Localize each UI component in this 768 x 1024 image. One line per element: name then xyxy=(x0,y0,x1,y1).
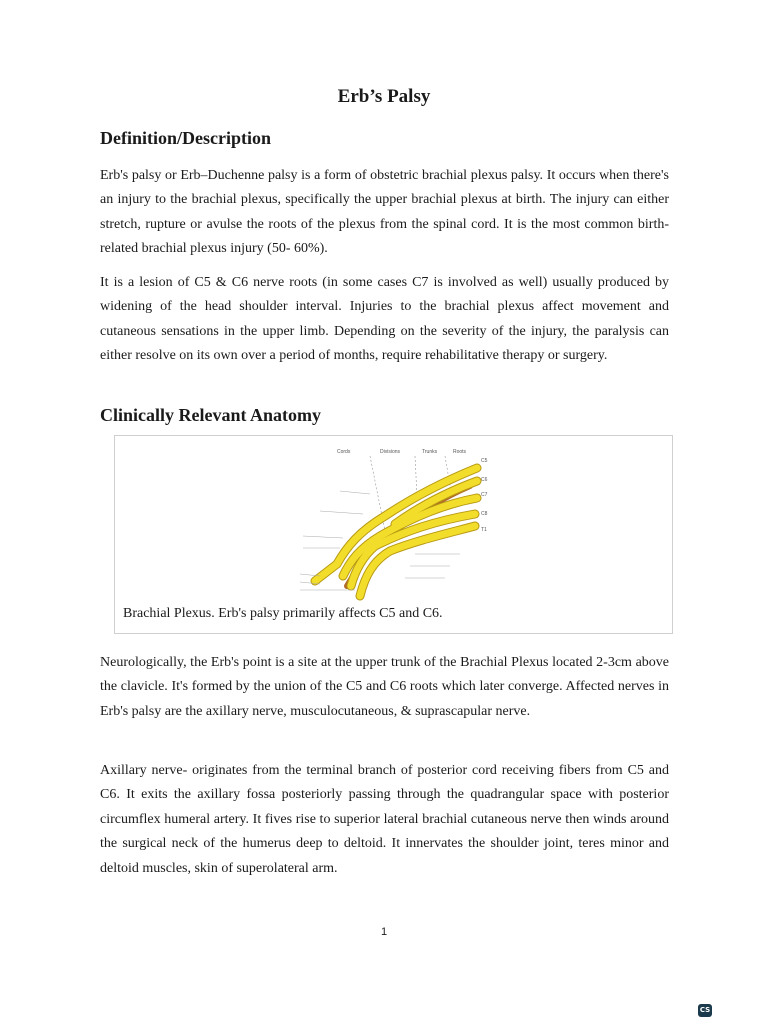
column-label-roots: Roots xyxy=(453,449,467,455)
section-heading-definition: Definition/Description xyxy=(100,128,271,148)
root-label-t1: T1 xyxy=(481,527,487,533)
root-label-c5: C5 xyxy=(481,458,488,464)
column-label-cords: Cords xyxy=(337,449,351,455)
root-label-c8: C8 xyxy=(481,511,488,517)
figure-caption: Brachial Plexus. Erb's palsy primarily affects C5 and C6. xyxy=(123,606,443,621)
page-number: 1 xyxy=(380,926,388,938)
paragraph-definition: Erb's palsy or Erb–Duchenne palsy is a form of obstetric brachial plexus palsy. It occurs when there's an injury to the brachial plexus, specifically the upper brachial plexus at birth. The injury can either stretch, rupture or avulse the roots of the plexus from the spinal cord. It is the most common birth-related brachial plexus injury (50- 60%). xyxy=(100,168,669,257)
section-heading-anatomy: Clinically Relevant Anatomy xyxy=(100,405,321,425)
brachial-plexus-diagram xyxy=(115,436,674,606)
column-label-trunks: Trunks xyxy=(422,449,438,455)
camscanner-logo-icon: CS xyxy=(698,1004,712,1017)
paragraph-lesion: It is a lesion of C5 & C6 nerve roots (in some cases C7 is involved as well) usually produced by widening of the head shoulder interval. Injuries to the brachial plexus affect movement and cutaneous sensations in the upper limb. Depending on the severity of the injury, the paralysis can either resolve on its own over a period of months, require rehabilitative therapy or surgery. xyxy=(100,275,669,364)
root-label-c7: C7 xyxy=(481,492,488,498)
paragraph-erbs-point: Neurologically, the Erb's point is a site at the upper trunk of the Brachial Plexus located 2-3cm above the clavicle. It's formed by the union of the C5 and C6 roots which later converge. Affected nerves in Erb's palsy are the axillary nerve, musculocutaneous, & suprascapular nerve. xyxy=(100,655,669,719)
root-label-c6: C6 xyxy=(481,477,488,483)
page-title: Erb’s Palsy xyxy=(337,86,431,107)
paragraph-axillary-nerve: Axillary nerve- originates from the terminal branch of posterior cord receiving fibers from C5 and C6. It exits the axillary fossa posteriorly passing through the quadrangular space with posterior circumflex humeral artery. It fives rise to superior lateral brachial cutaneous nerve then winds around the surgical neck of the humerus deep to deltoid. It innervates the shoulder joint, teres minor and deltoid muscles, skin of superolateral arm. xyxy=(100,763,669,876)
brachial-plexus-figure xyxy=(114,435,673,634)
column-label-divisions: Divisions xyxy=(380,449,401,455)
